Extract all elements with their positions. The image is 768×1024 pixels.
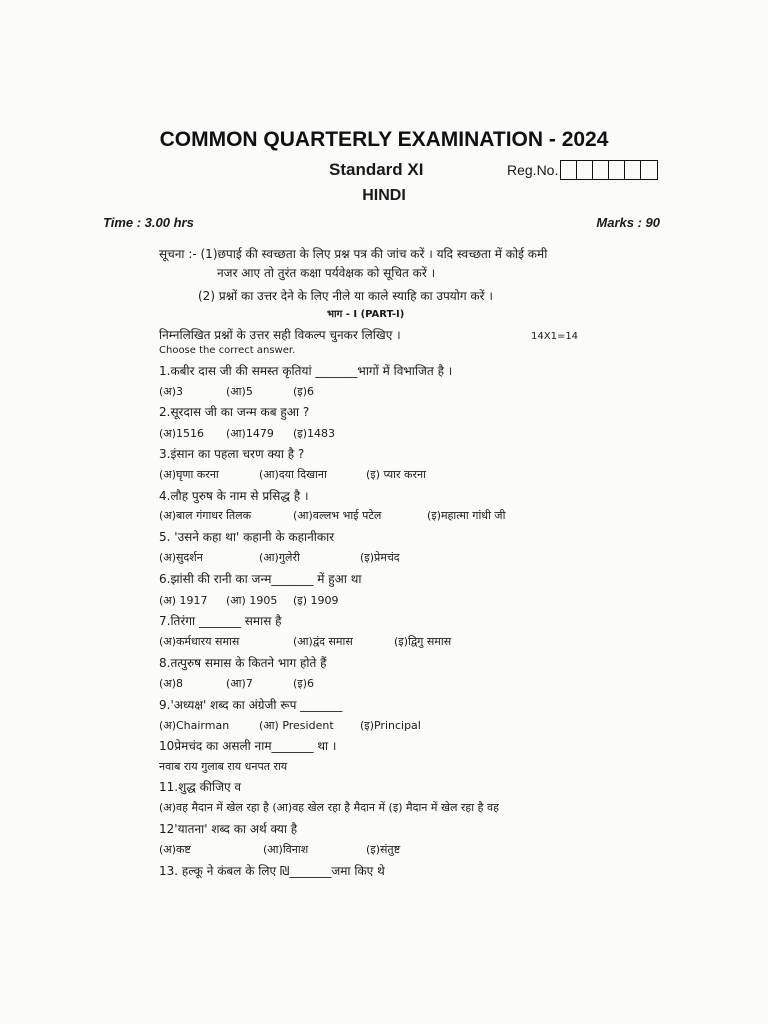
question-13: 13. हल्कू ने कंबल के लिए ₪_______जमा किए थे xyxy=(159,864,385,878)
time-label: Time : 3.00 hrs xyxy=(103,215,194,230)
question-4: 4.लौह पुरुष के नाम से प्रसिद्ध है । xyxy=(159,489,309,503)
option: (इ)महात्मा गांधी जी xyxy=(427,509,506,522)
reg-no-box xyxy=(625,161,641,179)
question-3: 3.इंसान का पहला चरण क्या है ? xyxy=(159,447,305,461)
option: (अ)3 xyxy=(159,385,183,398)
option: (इ) प्यार करना xyxy=(366,468,426,481)
option: (इ)द्विगु समास xyxy=(394,635,452,648)
option: (इ)1483 xyxy=(293,427,335,440)
question-10: 10प्रेमचंद का असली नाम_______ था । xyxy=(159,739,337,753)
reg-no xyxy=(507,160,658,180)
question-7: 7.तिरंगा _______ समास है xyxy=(159,614,282,628)
option: (आ)वल्लभ भाई पटेल xyxy=(293,509,382,522)
option: (आ)5 xyxy=(226,385,253,398)
reg-no-box xyxy=(609,161,625,179)
question-2: 2.सूरदास जी का जन्म कब हुआ ? xyxy=(159,405,310,419)
subject-title: HINDI xyxy=(362,187,406,204)
part-instruction-hindi: निम्नलिखित प्रश्नों के उत्तर सही विकल्प चुनकर लिखिए । xyxy=(159,328,401,342)
option: (आ)1479 xyxy=(226,427,274,440)
part-heading: भाग - I (PART-I) xyxy=(327,309,405,320)
reg-no-label: Reg.No. xyxy=(507,162,559,178)
option: (इ)6 xyxy=(293,677,314,690)
reg-no-boxes xyxy=(560,160,658,180)
option: (अ) 1917 xyxy=(159,594,208,607)
standard-label: Standard XI xyxy=(329,160,424,179)
option: (अ)Chairman xyxy=(159,719,230,732)
option: (अ)8 xyxy=(159,677,183,690)
option: (आ)द्वंद समास xyxy=(293,635,353,648)
option: (अ)1516 xyxy=(159,427,204,440)
reg-no-box xyxy=(561,161,577,179)
option: (इ)6 xyxy=(293,385,314,398)
question-6: 6.झांसी की रानी का जन्म_______ में हुआ था xyxy=(159,572,362,586)
option: (अ)कर्मधारय समास xyxy=(159,635,240,648)
question-8: 8.तत्पुरुष समास के कितने भाग होते हैं xyxy=(159,656,327,670)
option: (आ)गुलेरी xyxy=(259,551,300,564)
option: (आ)विनाश xyxy=(263,843,309,856)
question-11: 11.शुद्ध कीजिए व xyxy=(159,780,242,794)
marks-label: Marks : 90 xyxy=(596,215,660,230)
instruction-line-1: सूचना :- (1)छपाई की स्वच्छता के लिए प्रश्न पत्र की जांच करें । यदि स्वच्छता में कोई कमी xyxy=(159,247,548,261)
instruction-line-2: नजर आए तो तुरंत कक्षा पर्यवेक्षक को सूचित करें । xyxy=(217,266,436,280)
option: (आ) 1905 xyxy=(226,594,278,607)
option: (इ) 1909 xyxy=(293,594,339,607)
instruction-line-3: (2) प्रश्नों का उत्तर देने के लिए नीले या काले स्याहि का उपयोग करें । xyxy=(198,289,493,303)
option: (अ)बाल गंगाधर तिलक xyxy=(159,509,252,522)
part-instruction-english: Choose the correct answer. xyxy=(159,345,296,356)
question-10-options: नवाब राय गुलाब राय धनपत राय xyxy=(159,760,288,773)
question-1: 1.कबीर दास जी की समस्त कृतियां _______भागों में विभाजित है । xyxy=(159,364,453,378)
part-marks: 14X1=14 xyxy=(531,331,579,342)
exam-title: COMMON QUARTERLY EXAMINATION - 2024 xyxy=(159,128,609,151)
option: (आ)दया दिखाना xyxy=(259,468,327,481)
option: (अ)घृणा करना xyxy=(159,468,219,481)
reg-no-box xyxy=(577,161,593,179)
reg-no-box xyxy=(593,161,609,179)
option: (अ)कष्ट xyxy=(159,843,191,856)
option: (इ)संतुष्ट xyxy=(366,843,401,856)
option: (आ)7 xyxy=(226,677,253,690)
option: (आ) President xyxy=(259,719,334,732)
reg-no-box xyxy=(641,161,657,179)
option: (इ)प्रेमचंद xyxy=(360,551,400,564)
question-12: 12'यातना' शब्द का अर्थ क्या है xyxy=(159,822,298,836)
question-9: 9.'अध्यक्ष' शब्द का अंग्रेजी रूप _______ xyxy=(159,698,343,712)
option: (इ)Principal xyxy=(360,719,421,732)
option: (अ)सुदर्शन xyxy=(159,551,203,564)
question-5: 5. 'उसने कहा था' कहानी के कहानीकार xyxy=(159,530,335,544)
question-11-options: (अ)वह मैदान में खेल रहा है (आ)वह खेल रहा है मैदान में (इ) मैदान में खेल रहा है वह xyxy=(159,801,499,814)
